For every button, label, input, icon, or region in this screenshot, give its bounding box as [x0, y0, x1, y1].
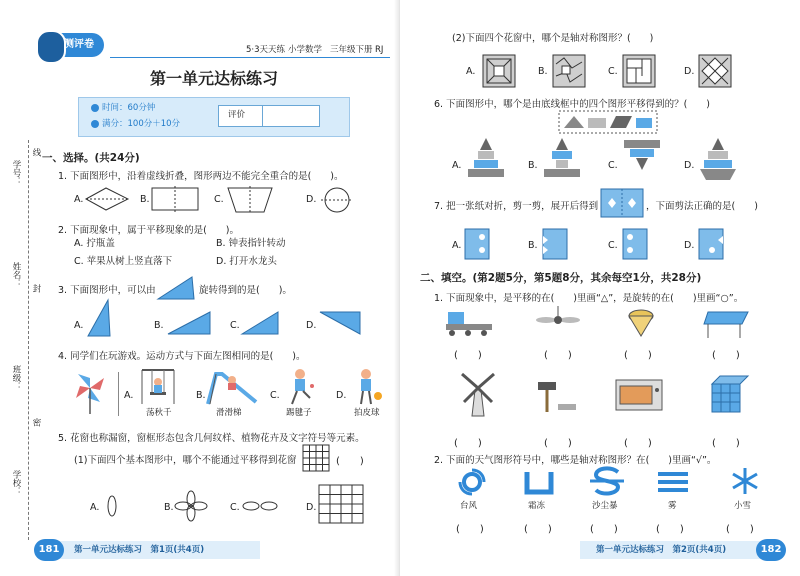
q5-1-option-b[interactable]: B.	[164, 502, 174, 513]
q4-text: 4. 同学们在玩游戏。运动方式与下面左图相同的是( )。	[58, 351, 306, 362]
q4-caption-b: 滑滑梯	[216, 408, 242, 418]
margin-name: 姓名：	[11, 262, 21, 288]
q1-option-a[interactable]: A.	[74, 194, 84, 205]
q4-option-c[interactable]: C.	[270, 390, 280, 401]
q6-option-c[interactable]: C.	[608, 160, 618, 171]
q6-option-b[interactable]: B.	[528, 160, 538, 171]
typhoon-icon	[458, 468, 486, 496]
q7-cut-c	[622, 228, 648, 260]
f1-blank-5[interactable]: ( )	[454, 438, 482, 449]
q2-option-c[interactable]: C. 苹果从树上竖直落下	[74, 256, 173, 267]
q5-1-option-a[interactable]: A.	[90, 502, 100, 513]
q2-option-b[interactable]: B. 钟表指针转动	[216, 238, 286, 249]
ceiling-fan-icon	[536, 306, 580, 340]
sandstorm-icon	[590, 466, 624, 496]
grade-name: 三年级下册	[330, 45, 373, 55]
weather-label-frost: 霜冻	[528, 501, 546, 511]
f2-blank-sandstorm[interactable]: ( )	[590, 524, 618, 535]
slide-icon	[206, 368, 258, 406]
q5-2-window-a	[482, 54, 516, 88]
margin-school: 学校：	[11, 470, 21, 496]
rating-field[interactable]	[264, 106, 317, 125]
q3-shape-b	[166, 310, 212, 336]
q3-text-start: 3. 下面图形中，可以由	[58, 285, 156, 296]
f1-blank-2[interactable]: ( )	[544, 350, 572, 361]
hammer-icon	[534, 376, 580, 416]
edition-name: RJ	[375, 45, 384, 55]
q5-1-option-d[interactable]: D.	[306, 502, 317, 513]
subject-name: 小学数学	[288, 45, 323, 55]
q1-option-b[interactable]: B.	[140, 194, 150, 205]
q1-option-d[interactable]: D.	[306, 194, 317, 205]
oven-drawer-icon	[614, 376, 664, 416]
ball-bouncing-icon	[350, 366, 384, 406]
fog-icon	[656, 470, 690, 494]
q5-1-answer-paren[interactable]: ( )	[336, 456, 364, 467]
margin-seal-mark: 封	[31, 284, 41, 293]
f1-blank-3[interactable]: ( )	[624, 350, 652, 361]
q3-option-b[interactable]: B.	[154, 320, 164, 331]
q7-cut-d	[698, 228, 724, 260]
q5-1-pattern-c	[242, 498, 278, 514]
q3-option-a[interactable]: A.	[74, 320, 84, 331]
q5-1-pattern-a	[102, 494, 122, 518]
weather-label-typhoon: 台风	[460, 501, 478, 511]
f1-blank-4[interactable]: ( )	[712, 350, 740, 361]
q5-2-option-b[interactable]: B.	[538, 66, 548, 77]
full-score: 满分：100分＋10分	[102, 119, 181, 129]
q1-option-c[interactable]: C.	[214, 194, 224, 205]
q6-option-d[interactable]: D.	[684, 160, 695, 171]
q5-2-window-d	[698, 54, 732, 88]
q7-option-b[interactable]: B.	[528, 240, 538, 251]
q7-option-c[interactable]: C.	[608, 240, 618, 251]
q6-option-a[interactable]: A.	[452, 160, 462, 171]
q7-option-a[interactable]: A.	[452, 240, 462, 251]
left-page-number: 181	[34, 539, 64, 561]
margin-secret-mark: 密	[31, 418, 41, 427]
q3-source-triangle	[156, 275, 196, 301]
q3-option-c[interactable]: C.	[230, 320, 240, 331]
f1-blank-1[interactable]: ( )	[454, 350, 482, 361]
sliding-table-icon	[702, 304, 752, 340]
q1-shape-b	[150, 186, 200, 212]
q6-stack-c	[622, 136, 662, 184]
q6-stack-b	[542, 136, 582, 184]
binding-line	[28, 140, 29, 540]
q5-2-option-a[interactable]: A.	[466, 66, 476, 77]
q2-text: 2. 下面现象中，属于平移现象的是( )。	[58, 225, 239, 236]
header-rule	[110, 57, 390, 58]
q5-1-pattern-d	[318, 484, 364, 524]
q6-text: 6. 下面图形中，哪个是由底线框中的四个图形平移得到的？( )	[434, 99, 710, 110]
shuttlecock-kicking-icon	[282, 366, 316, 406]
q5-2-option-c[interactable]: C.	[608, 66, 618, 77]
page-title: 第一单元达标练习	[150, 69, 279, 88]
q3-shape-a	[86, 298, 112, 338]
q7-cut-a	[464, 228, 490, 260]
light-snow-icon	[730, 466, 760, 496]
q5-2-option-d[interactable]: D.	[684, 66, 695, 77]
q3-text-end: 旋转得到的是( )。	[199, 285, 292, 296]
right-page	[400, 0, 800, 576]
q5-2-window-b	[552, 54, 586, 88]
q7-cut-b	[542, 228, 568, 260]
right-page-number: 182	[756, 539, 786, 561]
q6-reference-shapes	[558, 110, 658, 134]
f1-blank-7[interactable]: ( )	[624, 438, 652, 449]
mascot-avatar	[36, 30, 66, 64]
left-footer-text: 第一单元达标练习 第1页(共4页)	[74, 545, 205, 555]
window-lattice-grid	[302, 444, 330, 472]
series-name: 5·3天天练	[246, 45, 286, 55]
q7-unfolded-paper	[600, 188, 644, 218]
q6-stack-d	[698, 136, 738, 184]
q3-shape-c	[240, 310, 280, 336]
f2-blank-frost[interactable]: ( )	[524, 524, 552, 535]
f1-text: 1. 下面现象中，是平移的在( )里画“△”，是旋转的在( )里画“○”。	[434, 293, 744, 304]
q2-option-a[interactable]: A. 拧瓶盖	[74, 238, 115, 249]
q5-2-text: (2)下面四个花窗中，哪个是轴对称图形？( )	[452, 33, 654, 44]
q4-option-a[interactable]: A.	[124, 390, 134, 401]
q5-text: 5. 花窗也称漏窗，窗框形态包含几何纹样、植物花卉及文字符号等元素。	[58, 433, 365, 444]
q2-option-d[interactable]: D. 打开水龙头	[216, 256, 277, 267]
q1-shape-d	[320, 186, 354, 214]
q3-option-d[interactable]: D.	[306, 320, 317, 331]
pinwheel-icon	[70, 370, 110, 416]
f1-blank-8[interactable]: ( )	[712, 438, 740, 449]
q4-option-b[interactable]: B.	[196, 390, 206, 401]
f2-blank-light-snow[interactable]: ( )	[726, 524, 754, 535]
q7-text-end: ，下面剪法正确的是( )	[646, 201, 758, 212]
frost-icon	[524, 470, 554, 496]
f2-blank-fog[interactable]: ( )	[656, 524, 684, 535]
margin-student-no: 学号：	[11, 160, 21, 186]
weather-label-light-snow: 小雪	[734, 501, 752, 511]
score-icon	[91, 120, 99, 128]
q4-divider	[118, 372, 119, 416]
section-choice-heading: 一、选择。(共24分)	[42, 152, 140, 164]
q1-shape-c	[226, 186, 274, 214]
q1-text: 1. 下面图形中，沿着虚线折叠，图形两边不能完全重合的是( )。	[58, 171, 344, 182]
f1-blank-6[interactable]: ( )	[544, 438, 572, 449]
spinning-top-icon	[624, 304, 658, 340]
q4-option-d[interactable]: D.	[336, 390, 347, 401]
weather-label-fog: 雾	[668, 501, 677, 511]
rating-divider	[262, 105, 263, 126]
windmill-icon	[458, 372, 498, 418]
clock-icon	[91, 104, 99, 112]
section-fill-heading: 二、填空。(第2题5分，第5题8分，其余每空1分，共28分)	[420, 272, 702, 284]
margin-class: 班级：	[11, 365, 21, 391]
q5-2-window-c	[622, 54, 656, 88]
weather-label-sandstorm: 沙尘暴	[592, 501, 618, 511]
q5-1-text: (1)下面四个基本图形中，哪个不能通过平移得到花窗	[74, 455, 297, 466]
q1-shape-a	[84, 186, 130, 212]
q3-shape-d	[318, 310, 362, 336]
rubiks-cube-icon	[708, 374, 750, 416]
q5-1-option-c[interactable]: C.	[230, 502, 240, 513]
margin-line-mark: 线	[31, 148, 41, 157]
q5-1-pattern-b	[174, 490, 208, 522]
q7-text-start: 7. 把一张纸对折，剪一剪，展开后得到	[434, 201, 599, 212]
q7-option-d[interactable]: D.	[684, 240, 695, 251]
q4-caption-c: 踢毽子	[286, 408, 312, 418]
badge-label: 测评卷	[64, 39, 94, 50]
q4-caption-d: 拍皮球	[354, 408, 380, 418]
rating-label: 评价	[228, 110, 246, 120]
f2-text: 2. 下面的天气图形符号中，哪些是轴对称图形？在( )里画“√”。	[434, 455, 717, 466]
swing-icon	[138, 368, 178, 406]
q6-stack-a	[466, 136, 506, 184]
conveyor-icon	[444, 306, 494, 340]
q4-caption-a: 荡秋千	[146, 408, 172, 418]
right-footer-text: 第一单元达标练习 第2页(共4页)	[596, 545, 727, 555]
time-limit: 时间：60分钟	[102, 103, 156, 113]
f2-blank-typhoon[interactable]: ( )	[456, 524, 484, 535]
